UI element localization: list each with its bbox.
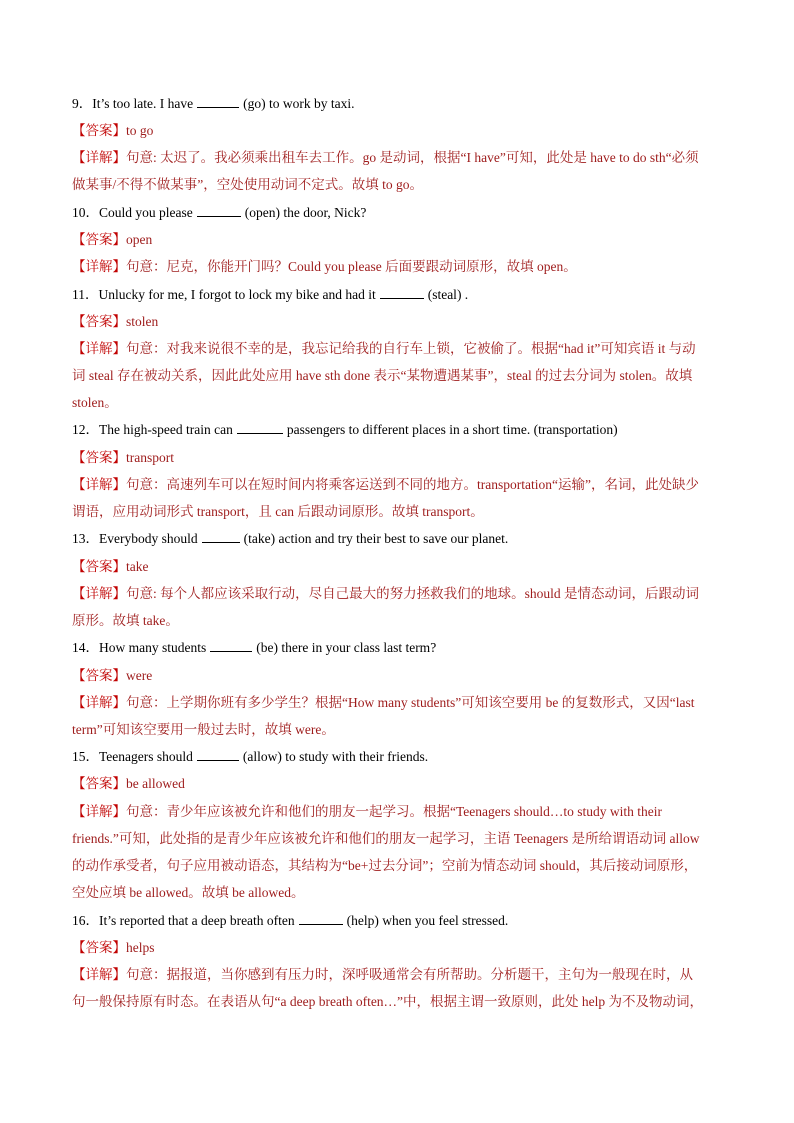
answer-blank (299, 912, 343, 925)
detail-11-line-3 (72, 394, 727, 412)
question-9 (72, 95, 727, 113)
question-text: 14．How many students (72, 640, 207, 655)
detail-text: 句意：上学期你班有多少学生？根据“How many students”可知该空要用 be 的复数形式，又因“last (126, 695, 695, 710)
detail-label: 【详解】 (72, 341, 126, 356)
detail-13-line-1 (72, 585, 727, 603)
question-text: 16．It’s reported that a deep breath often (72, 913, 295, 928)
detail-12-line-1 (72, 476, 727, 494)
detail-text: term”可知该空要用一般过去时，故填 were。 (72, 722, 335, 737)
answer-blank (197, 95, 239, 108)
detail-text: 的动作承受者，句子应用被动语态，其结构为“be+过去分词”；空前为情态动词 should，其后接动词原形， (72, 858, 698, 873)
detail-label: 【详解】 (72, 695, 126, 710)
question-text: (take) action and try their best to save our planet. (243, 531, 509, 546)
answer-label: 【答案】 (72, 776, 126, 791)
question-text: (help) when you feel stressed. (346, 913, 509, 928)
detail-text: 句意：据报道，当你感到有压力时，深呼吸通常会有所帮助。分析题干，主句为一般现在时，从 (126, 967, 693, 982)
question-text: passengers to different places in a short time. (transportation) (286, 422, 618, 437)
question-text: (steal) . (427, 287, 469, 302)
detail-text: 句一般保持原有时态。在表语从句“a deep breath often…”中，根据主谓一致原则，此处 help 为不及物动词， (72, 994, 704, 1009)
answer-blank (210, 639, 252, 652)
detail-text: 空处应填 be allowed。故填 be allowed。 (72, 885, 305, 900)
detail-text: 句意：尼克，你能开门吗？Could you please 后面要跟动词原形，故填 open。 (126, 259, 577, 274)
answer-text: to go (126, 123, 154, 138)
detail-9-line-2 (72, 176, 727, 194)
answer-blank (202, 530, 240, 543)
detail-11-line-2 (72, 367, 727, 385)
question-14 (72, 639, 727, 657)
detail-text: 做某事/不得不做某事”，空处使用动词不定式。故填 to go。 (72, 177, 423, 192)
question-15 (72, 748, 727, 766)
answer-11 (72, 313, 727, 331)
detail-text: friends.”可知，此处指的是青少年应该被允许和他们的朋友一起学习，主语 Teenagers 是所给谓语动词 allow (72, 831, 700, 846)
detail-15-line-3 (72, 857, 727, 875)
detail-15-line-2 (72, 830, 727, 848)
answer-label: 【答案】 (72, 123, 126, 138)
detail-label: 【详解】 (72, 586, 126, 601)
answer-text: open (126, 232, 153, 247)
detail-label: 【详解】 (72, 150, 126, 165)
answer-14 (72, 667, 727, 685)
detail-text: 句意: 每个人都应该采取行动，尽自己最大的努力拯救我们的地球。should 是情态动词，后跟动词 (126, 586, 700, 601)
answer-label: 【答案】 (72, 232, 126, 247)
answer-15 (72, 775, 727, 793)
detail-9-line-1 (72, 149, 727, 167)
detail-text: 句意: 太迟了。我必须乘出租车去工作。go 是动词，根据“I have”可知，此处是 have to do sth“必须 (126, 150, 699, 165)
detail-text: 原形。故填 take。 (72, 613, 179, 628)
detail-15-line-4 (72, 884, 727, 902)
question-11 (72, 286, 727, 304)
question-text: 9．It’s too late. I have (72, 96, 194, 111)
answer-text: helps (126, 940, 155, 955)
answer-text: were (126, 668, 153, 683)
question-text: (allow) to study with their friends. (242, 749, 429, 764)
question-16 (72, 912, 727, 930)
answer-10 (72, 231, 727, 249)
detail-16-line-1 (72, 966, 727, 984)
question-text: (be) there in your class last term? (256, 640, 437, 655)
answer-blank (197, 748, 239, 761)
answer-blank (197, 204, 241, 217)
question-text: (go) to work by taxi. (243, 96, 355, 111)
answer-label: 【答案】 (72, 940, 126, 955)
detail-text: 谓语，应用动词形式 transport，且 can 后跟动词原形。故填 transport。 (72, 504, 484, 519)
answer-text: stolen (126, 314, 159, 329)
question-12 (72, 421, 727, 439)
detail-label: 【详解】 (72, 967, 126, 982)
question-text: 15．Teenagers should (72, 749, 193, 764)
detail-label: 【详解】 (72, 804, 126, 819)
detail-11-line-1 (72, 340, 727, 358)
answer-text: be allowed (126, 776, 185, 791)
question-text: 12．The high-speed train can (72, 422, 233, 437)
detail-label: 【详解】 (72, 477, 126, 492)
detail-text: 句意：高速列车可以在短时间内将乘客运送到不同的地方。transportation“运输”，名词，此处缺少 (126, 477, 699, 492)
answer-13 (72, 558, 727, 576)
question-text: 11．Unlucky for me, I forgot to lock my bike and had it (72, 287, 376, 302)
answer-blank (237, 421, 283, 434)
answer-9 (72, 122, 727, 140)
detail-12-line-2 (72, 503, 727, 521)
answer-blank (380, 286, 424, 299)
question-text: 13．Everybody should (72, 531, 198, 546)
question-13 (72, 530, 727, 548)
detail-text: 句意：对我来说很不幸的是，我忘记给我的自行车上锁，它被偷了。根据“had it”可知宾语 it 与动 (126, 341, 696, 356)
detail-text: stolen。 (72, 395, 118, 410)
answer-text: take (126, 559, 149, 574)
answer-label: 【答案】 (72, 450, 126, 465)
answer-text: transport (126, 450, 174, 465)
answer-label: 【答案】 (72, 314, 126, 329)
answer-12 (72, 449, 727, 467)
detail-text: 词 steal 存在被动关系，因此此处应用 have sth done 表示“某物遭遇某事”，steal 的过去分词为 stolen。故填 (72, 368, 693, 383)
question-text: 10．Could you please (72, 205, 193, 220)
detail-16-line-2 (72, 993, 727, 1011)
detail-text: 句意：青少年应该被允许和他们的朋友一起学习。根据“Teenagers should…to study with their (126, 804, 663, 819)
detail-10-line-1 (72, 258, 727, 276)
answer-16 (72, 939, 727, 957)
detail-14-line-1 (72, 694, 727, 712)
answer-label: 【答案】 (72, 559, 126, 574)
answer-label: 【答案】 (72, 668, 126, 683)
detail-13-line-2 (72, 612, 727, 630)
detail-label: 【详解】 (72, 259, 126, 274)
detail-14-line-2 (72, 721, 727, 739)
question-10 (72, 204, 727, 222)
question-text: (open) the door, Nick? (244, 205, 367, 220)
detail-15-line-1 (72, 803, 727, 821)
